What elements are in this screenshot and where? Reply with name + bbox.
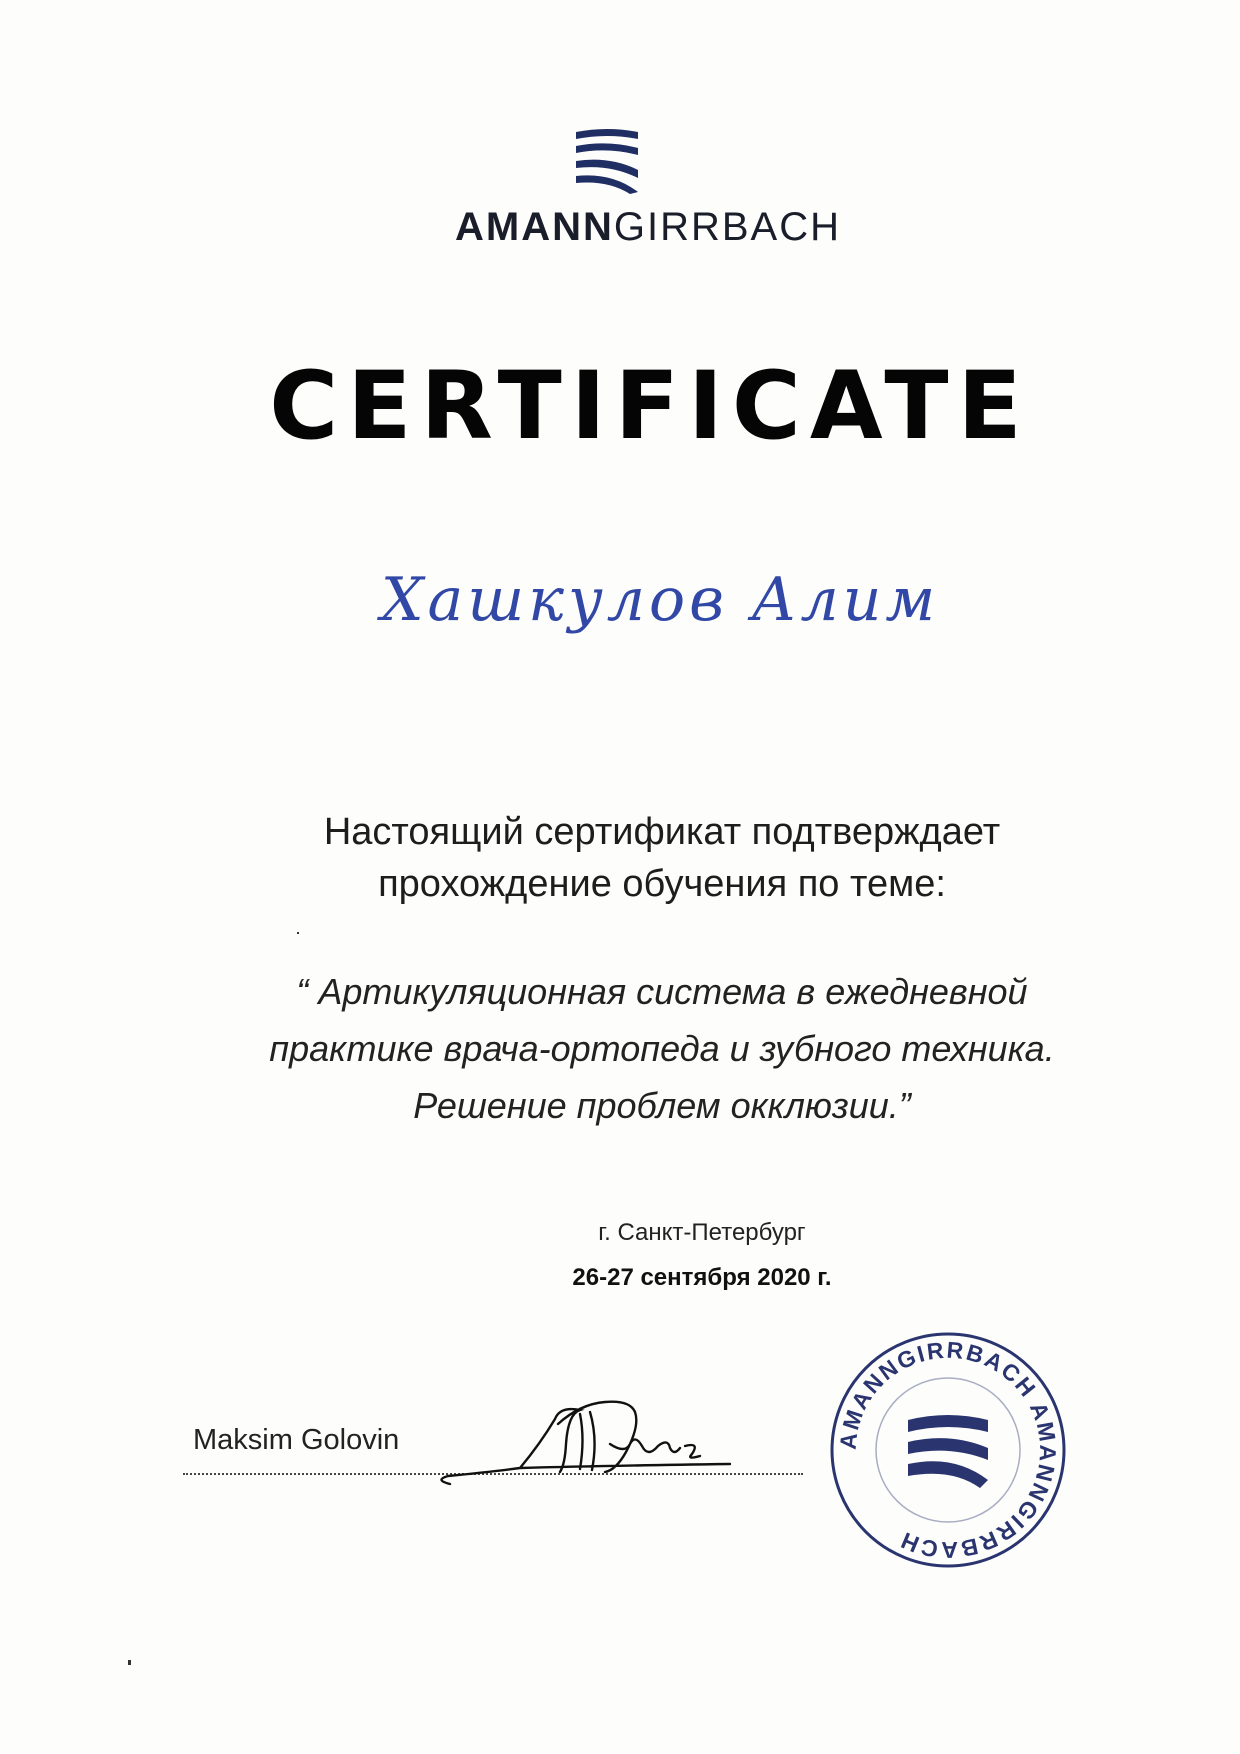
company-stamp	[828, 1330, 1068, 1570]
certificate-intro	[0, 806, 1240, 910]
course-topic	[0, 963, 1240, 1134]
amanngirrbach-logo-icon	[572, 126, 642, 196]
topic-line-3: Решение проблем окклюзии.”	[413, 1085, 911, 1126]
event-city: г. Санкт-Петербург	[598, 1219, 806, 1246]
scan-speck	[128, 1660, 131, 1665]
stamp-text-path: AMANNGIRRBACH AMANNGIRRBACH	[834, 1336, 1062, 1564]
intro-line-2: прохождение обучения по теме:	[378, 863, 946, 905]
event-dates: 26-27 сентября 2020 г.	[572, 1264, 832, 1291]
topic-line-2: практике врача-ортопеда и зубного техника.	[269, 1028, 1055, 1069]
handwritten-signature	[430, 1384, 750, 1494]
intro-line-1: Настоящий сертификат подтверждает	[323, 811, 1001, 853]
topic-line-1: “ Артикуляционная система в ежедневной	[296, 971, 1028, 1012]
brand-name-part2: GIRRBACH	[613, 205, 841, 249]
brand-name-part1: AMANN	[454, 205, 614, 249]
scan-speck	[297, 932, 299, 934]
brand-name	[0, 205, 1240, 250]
recipient-name: Хашкулов Алим	[380, 565, 940, 635]
signer-name: Maksim Golovin	[193, 1424, 400, 1456]
certificate-title: CERTIFICATE	[269, 352, 1031, 461]
